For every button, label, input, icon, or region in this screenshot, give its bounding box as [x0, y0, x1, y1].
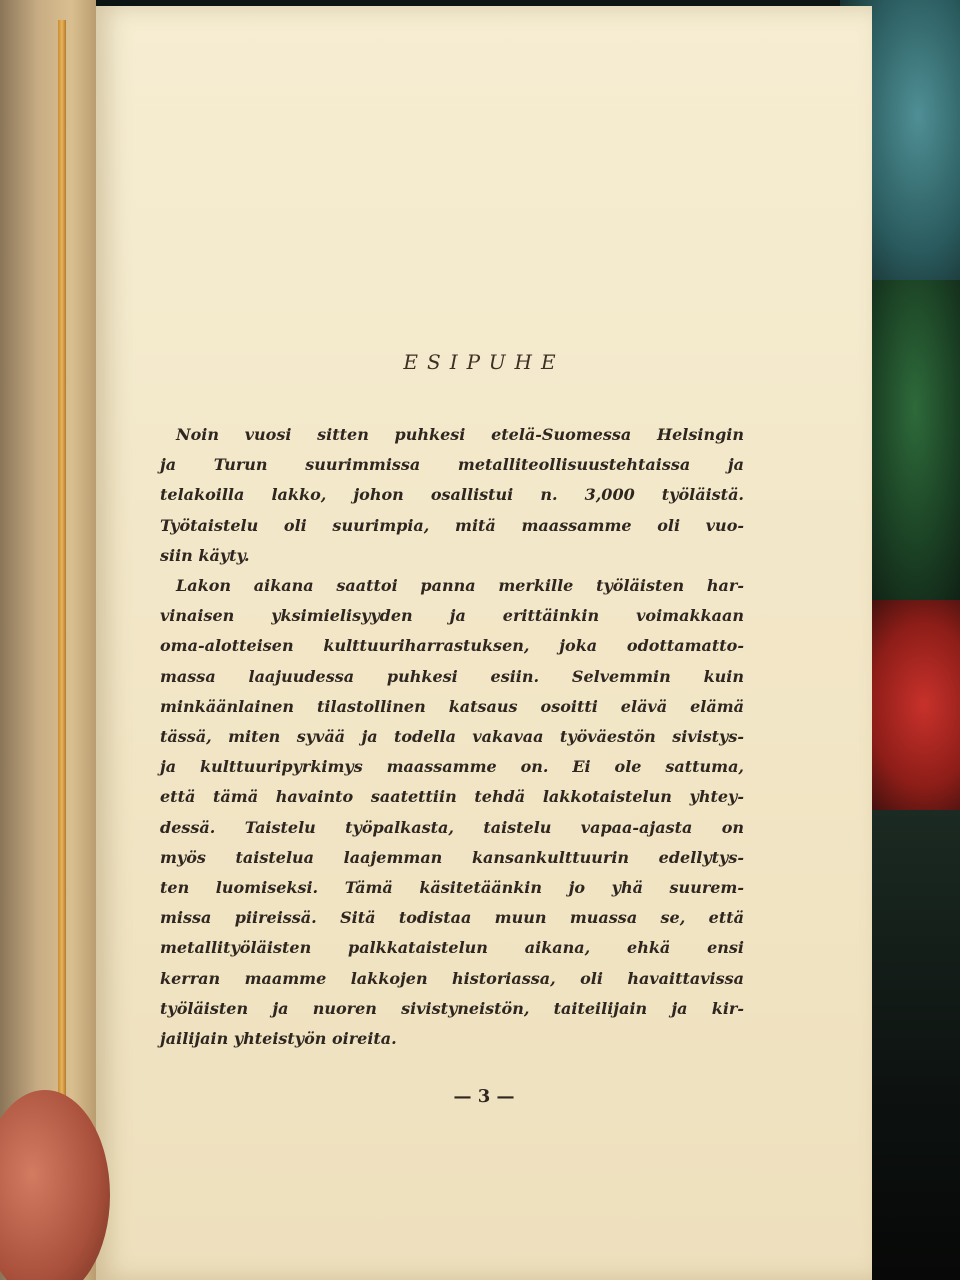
text-line: Lakon aikana saattoi panna merkille työläisten har- [176, 576, 744, 596]
text-line: työläisten ja nuoren sivistyneistön, taiteilijain ja kir- [160, 998, 744, 1018]
text-line: ja kulttuuripyrkimys maassamme on. Ei ole sattuma, [160, 757, 744, 777]
text-line: minkäänlainen tilastollinen katsaus osoitti elävä elämä [160, 696, 744, 716]
text-line: dessä. Taistelu työpalkasta, taistelu vapaa-ajasta on [160, 817, 744, 837]
text-line: vinaisen yksimielisyyden ja erittäinkin voimakkaan [160, 606, 744, 626]
text-line: missa piireissä. Sitä todistaa muun muassa se, että [160, 908, 744, 928]
facing-page-edge [0, 0, 96, 1280]
background-plant [860, 280, 960, 600]
book-page [96, 6, 872, 1280]
text-line: telakoilla lakko, johon osallistui n. 3,000 työläistä. [160, 485, 744, 505]
text-line: tässä, miten syvää ja todella vakavaa työväestön sivistys- [160, 727, 744, 747]
text-line: massa laajuudessa puhkesi esiin. Selvemmin kuin [160, 666, 744, 686]
text-line: Noin vuosi sitten puhkesi etelä-Suomessa Helsingin [176, 425, 744, 444]
text-line: jailijain yhteistyön oireita. [160, 1029, 397, 1049]
text-line: myös taistelua laajemman kansankulttuurin edellytys- [160, 847, 744, 867]
background-dark [860, 810, 960, 1280]
text-line: kerran maamme lakkojen historiassa, oli havaittavissa [160, 968, 744, 988]
text-line: ja Turun suurimmissa metalliteollisuustehtaissa ja [160, 455, 744, 475]
page-title: ESIPUHE [403, 350, 565, 374]
text-line: Työtaistelu oli suurimpia, mitä maassamme oli vuo- [160, 515, 744, 535]
text-line: ten luomiseksi. Tämä käsitetäänkin jo yhä suurem- [160, 878, 744, 898]
text-line: oma-alotteisen kulttuuriharrastuksen, joka odottamatto- [160, 636, 744, 656]
text-line: metallityöläisten palkkataistelun aikana, ehkä ensi [160, 938, 744, 958]
text-line: siin käyty. [160, 545, 250, 565]
preface-text [160, 420, 744, 1054]
text-line: että tämä havainto saatettiin tehdä lakkotaistelun yhtey- [160, 787, 744, 807]
book-spine [58, 20, 66, 1260]
page-number: — 3 — [453, 1086, 515, 1107]
